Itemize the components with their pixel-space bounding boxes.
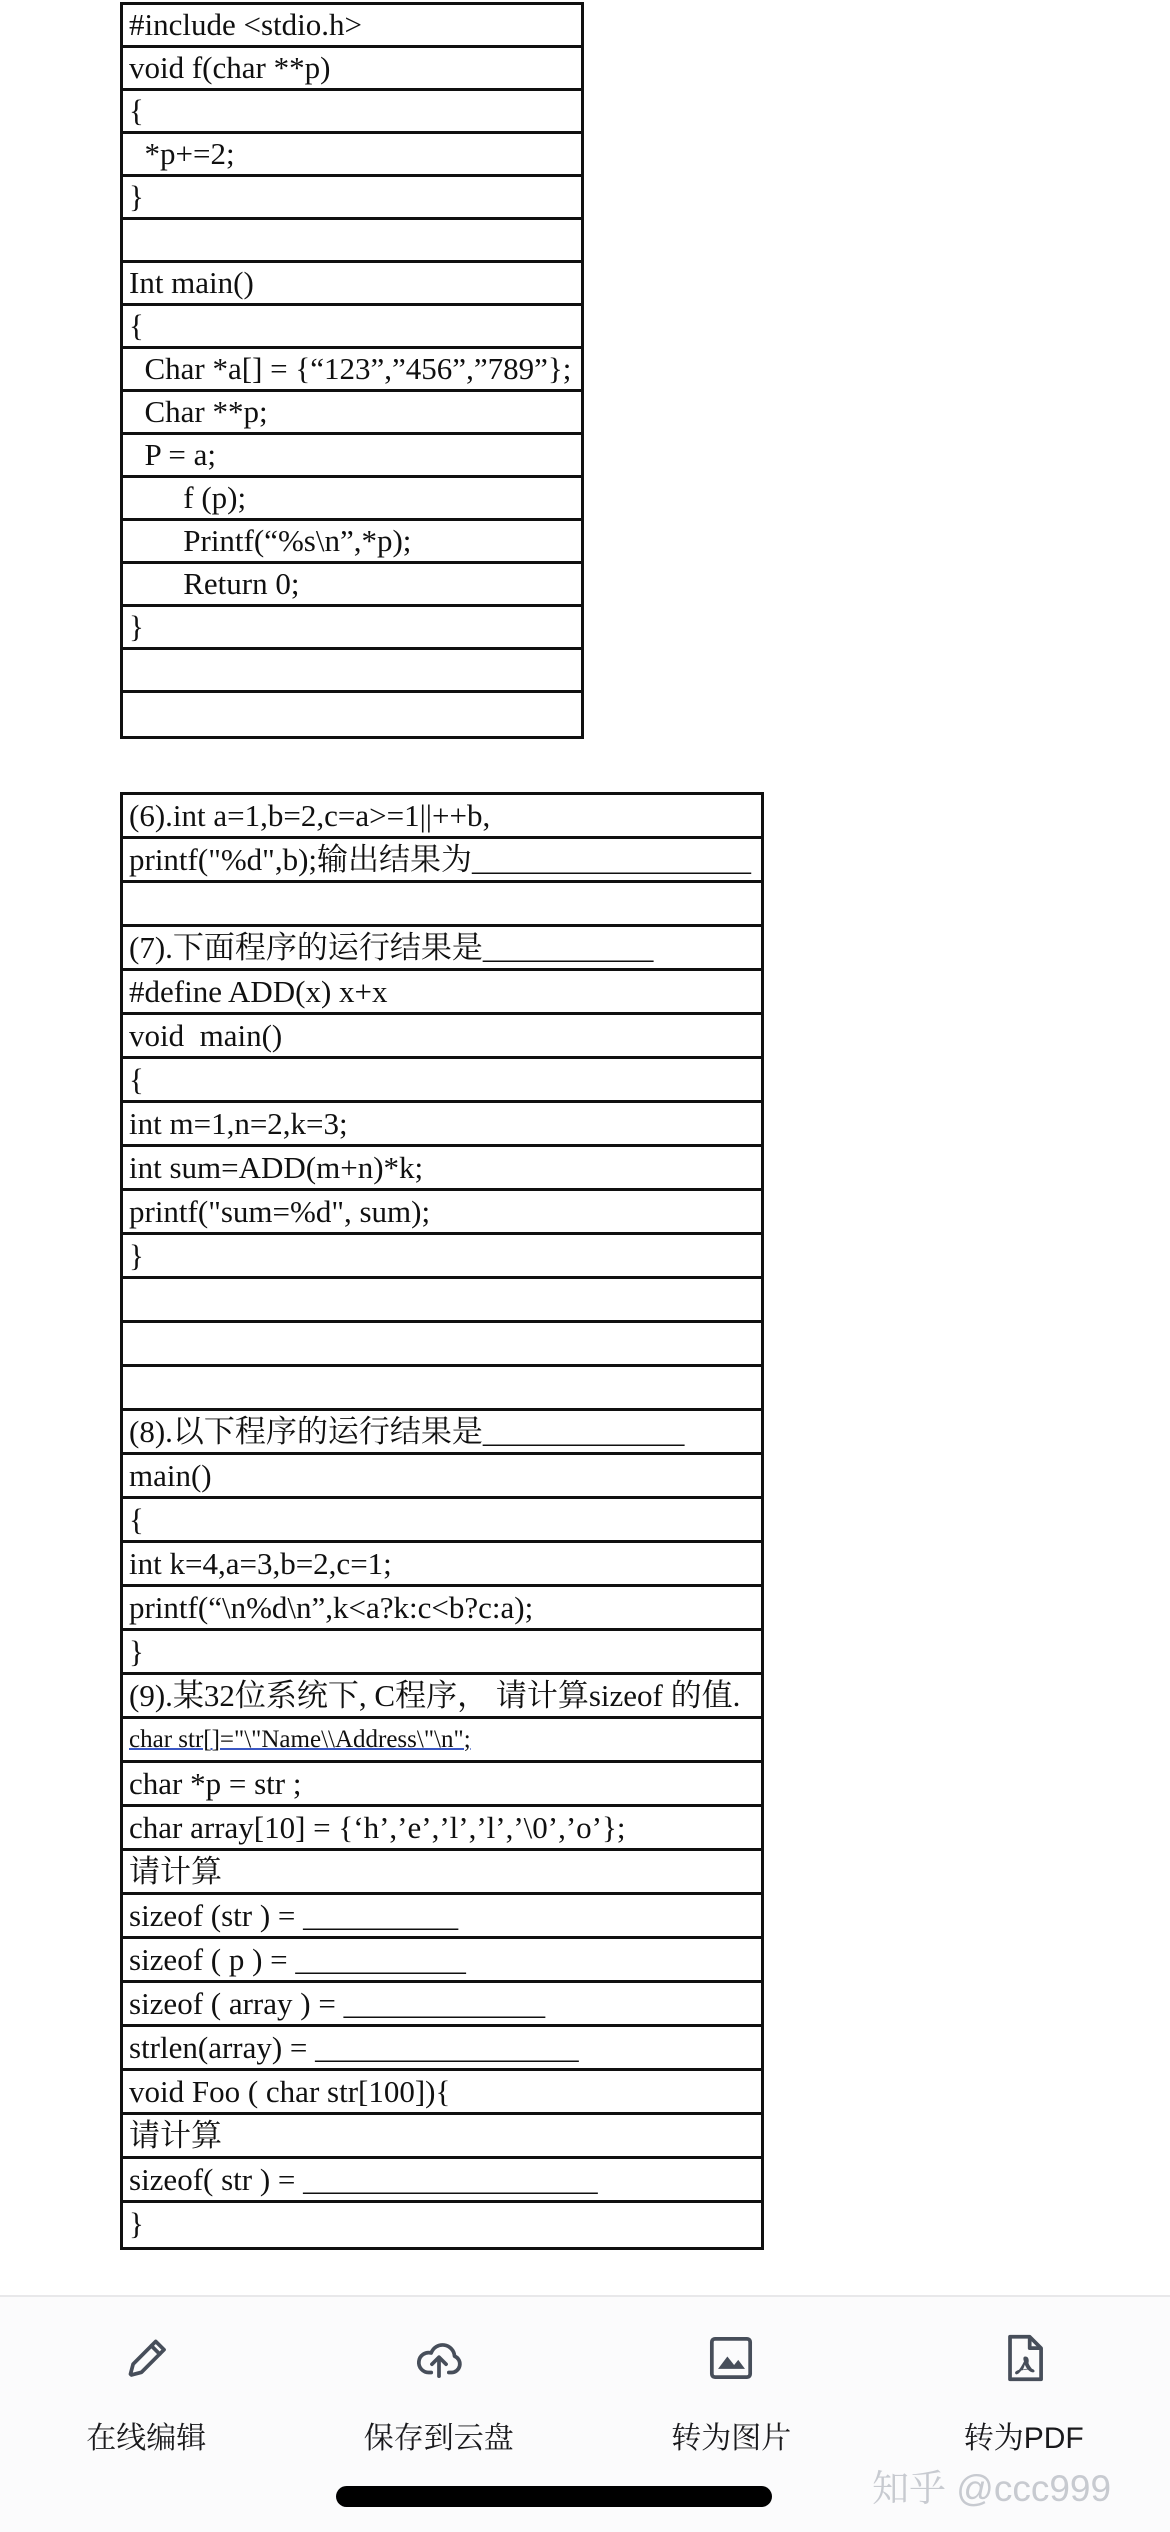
table-row: printf("sum=%d", sum); xyxy=(123,1191,761,1235)
toolbar-item-label: 在线编辑 xyxy=(86,2422,207,2455)
zhihu-watermark: 知乎 @ccc999 xyxy=(872,2468,1112,2509)
table-row xyxy=(123,883,761,927)
table-row: } xyxy=(123,1631,761,1675)
table-row: sizeof (str ) = __________ xyxy=(123,1895,761,1939)
table-row: Int main() xyxy=(123,263,581,306)
table-row xyxy=(123,220,581,263)
table-row: void Foo ( char str[100]){ xyxy=(123,2071,761,2115)
table-row xyxy=(123,650,581,693)
table-row: #define ADD(x) x+x xyxy=(123,971,761,1015)
table-row: 请计算 xyxy=(123,1851,761,1895)
table-row: } xyxy=(129,2206,144,2241)
cloud-upload-icon xyxy=(410,2329,468,2387)
table-row xyxy=(123,693,581,736)
online-edit-button[interactable] xyxy=(0,2329,293,2457)
save-to-cloud-button[interactable] xyxy=(293,2329,586,2457)
exercise-table-q6-q9 xyxy=(120,792,764,2250)
table-row: strlen(array) = _________________ xyxy=(123,2027,761,2071)
table-row: P = a; xyxy=(123,435,581,478)
table-row: void main() xyxy=(123,1015,761,1059)
table-row: Printf(“%s\n”,*p); xyxy=(123,521,581,564)
table-row: { xyxy=(123,306,581,349)
table-row-char-str-declaration: char str[]="\"Name\\Address\"\n"; xyxy=(123,1719,761,1763)
table-row: printf(“\n%d\n”,k<a?k:c<b?c:a); xyxy=(123,1587,761,1631)
table-row xyxy=(123,1367,761,1411)
table-row: void f(char **p) xyxy=(123,48,581,91)
table-row: Char *a[] = {“123”,”456”,”789”}; xyxy=(123,349,581,392)
table-row xyxy=(123,1323,761,1367)
table-row: (8).以下程序的运行结果是_____________ xyxy=(123,1411,761,1455)
table-row: #include <stdio.h> xyxy=(123,5,581,48)
table-row: Return 0; xyxy=(123,564,581,607)
pencil-icon xyxy=(117,2329,175,2387)
code-table-pointer-program xyxy=(120,2,584,739)
table-row: } xyxy=(123,177,581,220)
table-row: sizeof ( p ) = ___________ xyxy=(123,1939,761,1983)
pdf-icon xyxy=(995,2329,1053,2387)
table-row: main() xyxy=(123,1455,761,1499)
toolbar-item-label: 转为图片 xyxy=(671,2422,792,2455)
table-row: 请计算 xyxy=(123,2115,761,2159)
table-row: (7).下面程序的运行结果是___________ xyxy=(123,927,761,971)
convert-to-image-button[interactable] xyxy=(585,2329,878,2457)
home-indicator-handle[interactable] xyxy=(336,2486,772,2507)
table-row: { xyxy=(123,1059,761,1103)
table-row: f (p); xyxy=(123,478,581,521)
table-row: (9).某32位系统下, C程序， 请计算sizeof 的值. xyxy=(123,1675,761,1719)
table-row: } xyxy=(123,607,581,650)
table-row: int sum=ADD(m+n)*k; xyxy=(123,1147,761,1191)
table-row: } xyxy=(123,1235,761,1279)
table-row: sizeof( str ) = ___________________ xyxy=(123,2159,761,2203)
toolbar-item-label: 保存到云盘 xyxy=(363,2422,514,2455)
toolbar-items xyxy=(0,2297,1170,2457)
table-row: Char **p; xyxy=(123,392,581,435)
table-row: { xyxy=(123,91,581,134)
table-row: { xyxy=(123,1499,761,1543)
table-row: (6).int a=1,b=2,c=a>=1||++b, xyxy=(123,795,761,839)
table-row xyxy=(123,1279,761,1323)
table-row: int m=1,n=2,k=3; xyxy=(123,1103,761,1147)
convert-to-pdf-button[interactable] xyxy=(878,2329,1170,2457)
image-icon xyxy=(702,2329,760,2387)
table-row: sizeof ( array ) = _____________ xyxy=(123,1983,761,2027)
table-row: *p+=2; xyxy=(123,134,581,177)
table-row: int k=4,a=3,b=2,c=1; xyxy=(123,1543,761,1587)
table-row: char *p = str ; xyxy=(123,1763,761,1807)
table-row: char array[10] = {‘h’,’e’,’l’,’l’,’\0’,’o’}; xyxy=(123,1807,761,1851)
toolbar-item-label: 转为PDF xyxy=(963,2422,1084,2455)
table-row: printf("%d",b);输出结果为__________________ xyxy=(123,839,761,883)
